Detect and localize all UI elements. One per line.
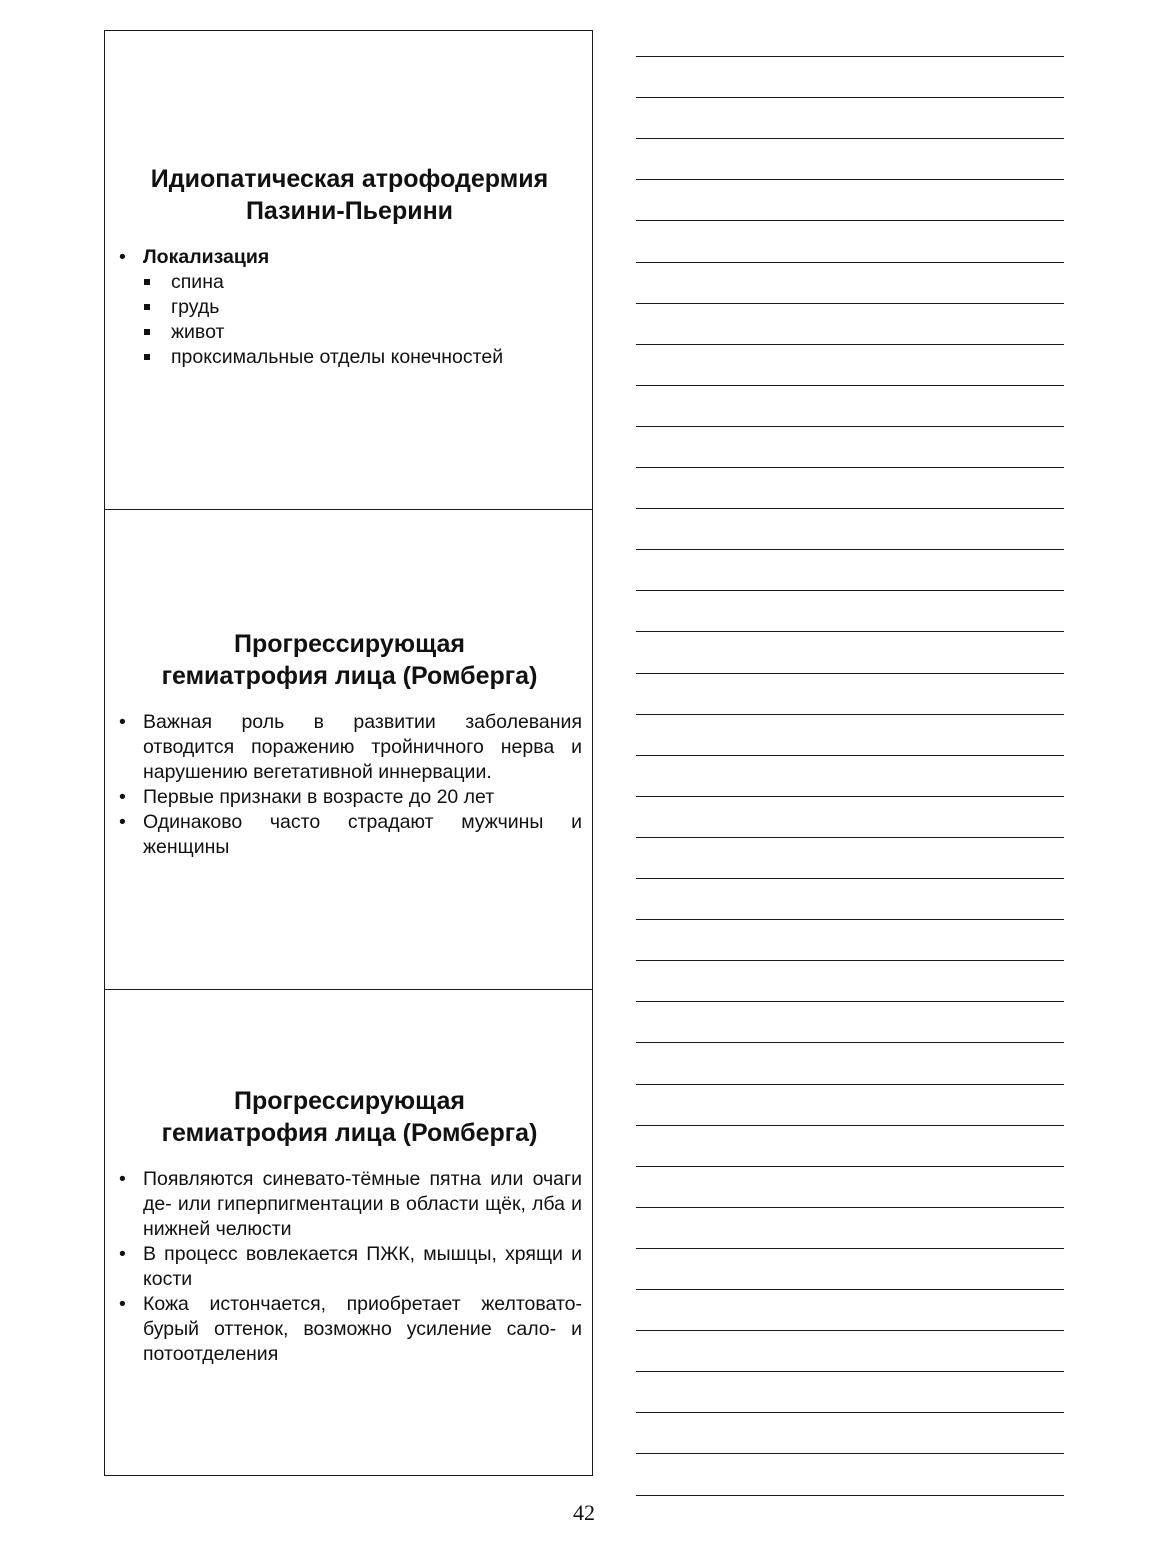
title-line: гемиатрофия лица (Ромберга) xyxy=(161,1119,538,1147)
note-line xyxy=(636,1125,1064,1126)
list-item xyxy=(117,245,582,370)
note-line xyxy=(636,56,1064,57)
sub-list-item: живот xyxy=(143,320,582,345)
note-line xyxy=(636,590,1064,591)
list-item: • Важная роль в развитии заболевания отводится поражению тройничного нерва и нарушению вегетативной иннервации. xyxy=(117,710,582,785)
sub-list xyxy=(143,270,582,370)
note-line xyxy=(636,262,1064,263)
note-line xyxy=(636,1330,1064,1331)
note-line xyxy=(636,344,1064,345)
note-line xyxy=(636,1412,1064,1413)
note-line xyxy=(636,508,1064,509)
sub-list-item: спина xyxy=(143,270,582,295)
note-line xyxy=(636,467,1064,468)
note-line xyxy=(636,1495,1064,1496)
page-number: 42 xyxy=(573,1500,595,1525)
note-line xyxy=(636,796,1064,797)
slides-column xyxy=(104,30,593,1476)
note-line xyxy=(636,179,1064,180)
slide-atrophoderma xyxy=(105,31,592,509)
bullet-list xyxy=(117,245,582,370)
slide-title xyxy=(117,510,582,692)
note-line xyxy=(636,1453,1064,1454)
note-line xyxy=(636,1001,1064,1002)
note-line xyxy=(636,960,1064,961)
title-line: Пазини-Пьерини xyxy=(245,197,454,225)
note-line xyxy=(636,1207,1064,1208)
slide-title xyxy=(117,990,582,1149)
note-line xyxy=(636,714,1064,715)
title-line: Прогрессирующая xyxy=(233,630,466,658)
note-line xyxy=(636,220,1064,221)
note-line xyxy=(636,1042,1064,1043)
note-line xyxy=(636,1166,1064,1167)
localization-heading: Локализация xyxy=(143,246,270,268)
note-line xyxy=(636,673,1064,674)
note-line xyxy=(636,1084,1064,1085)
list-item: • Кожа истончается, приобретает желтовато-бурый оттенок, возможно усиление сало- и потоотделения xyxy=(117,1292,582,1367)
slide-romberg-2 xyxy=(105,989,592,1477)
note-line xyxy=(636,549,1064,550)
bullet-list xyxy=(117,1167,582,1367)
note-line xyxy=(636,1371,1064,1372)
list-item: • В процесс вовлекается ПЖК, мышцы, хрящи и кости xyxy=(117,1242,582,1292)
note-line xyxy=(636,138,1064,139)
slide-romberg-1 xyxy=(105,509,592,989)
slide-title xyxy=(117,31,582,227)
note-line xyxy=(636,303,1064,304)
title-line: Прогрессирующая xyxy=(233,1087,466,1115)
note-line xyxy=(636,1289,1064,1290)
note-line xyxy=(636,97,1064,98)
note-line xyxy=(636,631,1064,632)
list-item: • Первые признаки в возрасте до 20 лет xyxy=(117,785,582,810)
list-item: • Появляются синевато-тёмные пятна или очаги де- или гиперпигментации в области щёк, лба и нижней челюсти xyxy=(117,1167,582,1242)
note-line xyxy=(636,385,1064,386)
note-line xyxy=(636,755,1064,756)
title-line: Идиопатическая атрофодермия xyxy=(150,165,549,193)
note-line xyxy=(636,426,1064,427)
bullet-list xyxy=(117,710,582,860)
note-line xyxy=(636,878,1064,879)
sub-list-item: грудь xyxy=(143,295,582,320)
list-item: • Одинаково часто страдают мужчины и женщины xyxy=(117,810,582,860)
title-line: гемиатрофия лица (Ромберга) xyxy=(161,662,538,690)
sub-list-item: проксимальные отделы конечностей xyxy=(143,345,582,370)
note-line xyxy=(636,919,1064,920)
note-line xyxy=(636,1248,1064,1249)
note-line xyxy=(636,837,1064,838)
